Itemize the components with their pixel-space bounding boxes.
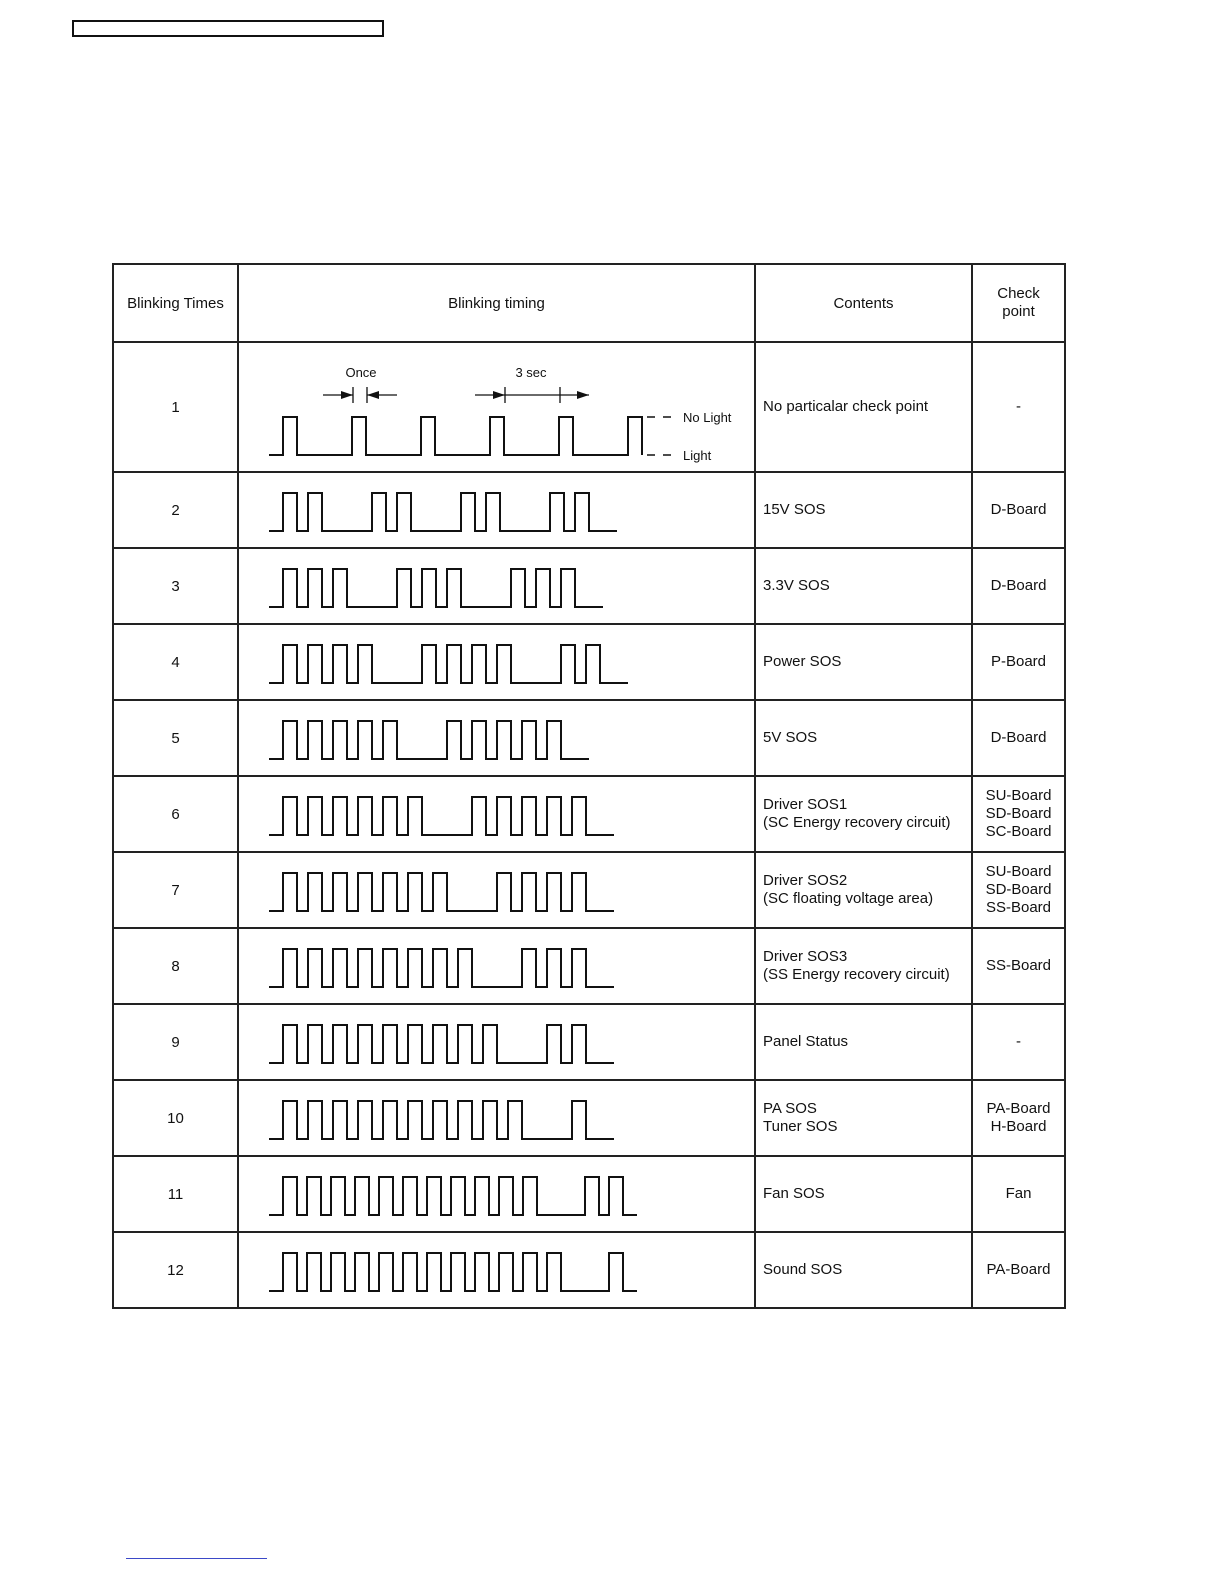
table-row	[113, 700, 1065, 776]
header-check-point: Check point	[972, 264, 1065, 342]
waveform-line	[269, 569, 603, 607]
table-row	[113, 928, 1065, 1004]
check-point-line: H-Board	[990, 1118, 1047, 1135]
blinking-timing-cell	[238, 776, 755, 852]
blinking-times-cell: 12	[113, 1232, 238, 1308]
table-row	[113, 624, 1065, 700]
table-row	[113, 1232, 1065, 1308]
contents-cell	[755, 548, 972, 624]
table-row	[113, 1004, 1065, 1080]
contents-line: Driver SOS3	[763, 948, 848, 965]
table-row	[113, 776, 1065, 852]
blinking-times-cell: 7	[113, 852, 238, 928]
contents-cell	[755, 700, 972, 776]
blink-waveform	[239, 701, 754, 775]
contents-cell	[755, 1156, 972, 1232]
check-point-line: D-Board	[990, 729, 1047, 746]
contents-line: 3.3V SOS	[763, 577, 830, 594]
once-dimension-marker	[323, 387, 397, 403]
interval-dimension-marker	[475, 387, 589, 403]
table-row	[113, 472, 1065, 548]
blink-waveform	[239, 473, 754, 547]
blinking-times-cell: 11	[113, 1156, 238, 1232]
check-point-line: PA-Board	[986, 1261, 1051, 1278]
check-point-line: P-Board	[990, 653, 1047, 670]
check-point-cell	[972, 700, 1065, 776]
check-point-line: Fan	[1005, 1185, 1032, 1202]
contents-cell	[755, 342, 972, 472]
check-point-cell	[972, 852, 1065, 928]
check-point-line: SD-Board	[985, 881, 1052, 898]
contents-cell	[755, 1080, 972, 1156]
contents-line: 15V SOS	[763, 501, 826, 518]
check-point-cell	[972, 1156, 1065, 1232]
blinking-timing-cell	[238, 700, 755, 776]
blinking-times-cell: 4	[113, 624, 238, 700]
waveform-line	[269, 797, 614, 835]
check-point-line: SC-Board	[985, 823, 1052, 840]
blinking-times-cell: 9	[113, 1004, 238, 1080]
contents-cell	[755, 624, 972, 700]
table-row	[113, 342, 1065, 472]
check-point-line: -	[1016, 1033, 1021, 1050]
waveform-line	[269, 645, 628, 683]
table-header-row	[113, 264, 1065, 342]
waveform-line	[269, 1101, 614, 1139]
blinking-timing-cell	[238, 342, 755, 472]
check-point-cell	[972, 928, 1065, 1004]
blinking-times-cell: 10	[113, 1080, 238, 1156]
blinking-times-cell: 2	[113, 472, 238, 548]
waveform-line	[269, 1253, 637, 1291]
contents-line: Driver SOS2	[763, 872, 848, 889]
contents-cell	[755, 472, 972, 548]
blinking-times-cell: 6	[113, 776, 238, 852]
blink-waveform	[239, 853, 754, 927]
check-point-cell	[972, 776, 1065, 852]
check-point-cell	[972, 1004, 1065, 1080]
blinking-timing-cell	[238, 1004, 755, 1080]
table-body	[113, 342, 1065, 1308]
blinking-times-cell: 8	[113, 928, 238, 1004]
blink-waveform	[239, 1005, 754, 1079]
blinking-timing-cell	[238, 928, 755, 1004]
check-point-cell	[972, 1080, 1065, 1156]
contents-line: Tuner SOS	[763, 1118, 838, 1135]
contents-line: Panel Status	[763, 1033, 849, 1050]
check-point-cell	[972, 342, 1065, 472]
contents-line: No particalar check point	[763, 398, 929, 415]
light-label: Light	[683, 448, 712, 463]
waveform-line	[269, 949, 614, 987]
interval-label: 3 sec	[515, 365, 547, 380]
contents-line: 5V SOS	[763, 729, 818, 746]
check-point-line: SU-Board	[985, 863, 1052, 880]
table-row	[113, 1080, 1065, 1156]
contents-line: Power SOS	[763, 653, 842, 670]
table-row	[113, 1156, 1065, 1232]
blinking-timing-cell	[238, 624, 755, 700]
blinking-timing-cell	[238, 548, 755, 624]
waveform-line	[269, 873, 614, 911]
waveform-line	[269, 417, 642, 455]
blinking-times-cell: 3	[113, 548, 238, 624]
blinking-times-cell: 1	[113, 342, 238, 472]
blink-waveform	[239, 777, 754, 851]
blinking-timing-cell	[238, 1232, 755, 1308]
check-point-line: D-Board	[990, 577, 1047, 594]
check-point-line: -	[1016, 398, 1021, 415]
waveform-line	[269, 1025, 614, 1063]
contents-line: Driver SOS1	[763, 796, 848, 813]
contents-line: (SS Energy recovery circuit)	[763, 966, 950, 983]
blinking-timing-cell	[238, 852, 755, 928]
once-label: Once	[345, 365, 377, 380]
blinking-times-cell: 5	[113, 700, 238, 776]
check-point-line: SS-Board	[985, 899, 1052, 916]
contents-cell	[755, 928, 972, 1004]
blinking-timing-cell	[238, 1156, 755, 1232]
blink-waveform	[239, 625, 754, 699]
header-contents: Contents	[755, 264, 972, 342]
blink-waveform	[239, 549, 754, 623]
check-point-cell	[972, 624, 1065, 700]
contents-cell	[755, 852, 972, 928]
contents-cell	[755, 1004, 972, 1080]
table-row	[113, 548, 1065, 624]
header-blank-box	[72, 20, 384, 37]
contents-line: Fan SOS	[763, 1185, 825, 1202]
blink-waveform	[239, 1233, 754, 1307]
check-point-cell	[972, 1232, 1065, 1308]
blinking-timing-cell	[238, 472, 755, 548]
blinking-timing-cell	[238, 1080, 755, 1156]
waveform-line	[269, 493, 617, 531]
footer-link-line	[126, 1558, 267, 1559]
blink-waveform	[239, 1157, 754, 1231]
check-point-line: SS-Board	[985, 957, 1052, 974]
contents-cell	[755, 776, 972, 852]
contents-line: Sound SOS	[763, 1261, 843, 1278]
check-point-cell	[972, 548, 1065, 624]
waveform-line	[269, 1177, 637, 1215]
check-point-line: D-Board	[990, 501, 1047, 518]
check-point-line: SD-Board	[985, 805, 1052, 822]
contents-cell	[755, 1232, 972, 1308]
header-blinking-timing: Blinking timing	[238, 264, 755, 342]
check-point-line: PA-Board	[986, 1100, 1051, 1117]
sos-blinking-table	[112, 263, 1066, 1309]
table-row	[113, 852, 1065, 928]
blink-waveform	[239, 343, 754, 471]
contents-line: PA SOS	[763, 1100, 817, 1117]
contents-line: (SC floating voltage area)	[763, 890, 934, 907]
contents-line: (SC Energy recovery circuit)	[763, 814, 951, 831]
blink-waveform	[239, 929, 754, 1003]
no-light-label: No Light	[683, 410, 732, 425]
header-blinking-times: Blinking Times	[113, 264, 238, 342]
waveform-line	[269, 721, 589, 759]
blink-waveform	[239, 1081, 754, 1155]
check-point-cell	[972, 472, 1065, 548]
check-point-line: SU-Board	[985, 787, 1052, 804]
